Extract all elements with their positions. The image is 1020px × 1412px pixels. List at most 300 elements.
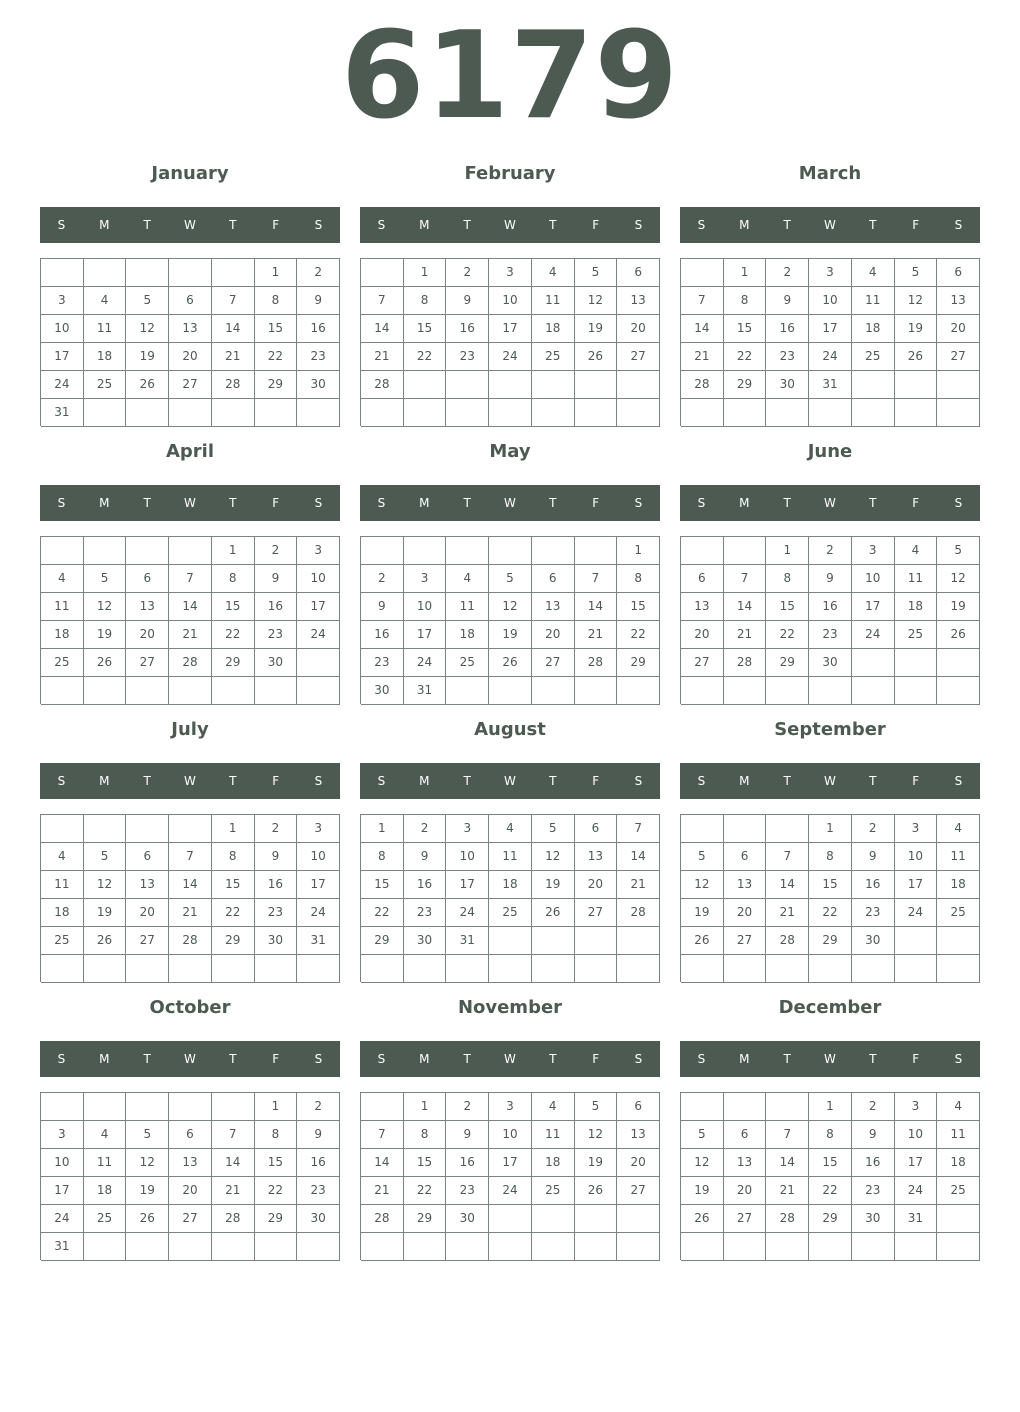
empty-day-cell [84, 399, 127, 427]
day-cell: 26 [84, 649, 127, 677]
day-cell: 3 [297, 537, 340, 565]
day-cell: 8 [766, 565, 809, 593]
day-cell: 14 [212, 315, 255, 343]
empty-day-cell [84, 677, 127, 705]
day-cell: 7 [212, 287, 255, 315]
day-cell: 4 [84, 1121, 127, 1149]
day-cell: 16 [297, 1149, 340, 1177]
day-cell: 18 [41, 899, 84, 927]
day-cell: 24 [41, 371, 84, 399]
day-cell: 4 [852, 259, 895, 287]
day-cell: 16 [809, 593, 852, 621]
weekday-header [360, 485, 660, 521]
day-cell: 18 [532, 1149, 575, 1177]
empty-day-cell [297, 1233, 340, 1261]
day-cell: 12 [937, 565, 980, 593]
day-cell: 13 [126, 871, 169, 899]
empty-day-cell [41, 955, 84, 983]
day-cell: 18 [895, 593, 938, 621]
empty-day-cell [937, 649, 980, 677]
weekday-label: S [954, 218, 963, 232]
weekday-header [360, 207, 660, 243]
day-cell: 23 [297, 343, 340, 371]
day-cell: 26 [681, 1205, 724, 1233]
empty-day-cell [41, 677, 84, 705]
day-cell: 21 [212, 343, 255, 371]
day-cell: 19 [84, 899, 127, 927]
day-cell: 17 [41, 1177, 84, 1205]
day-cell: 28 [169, 927, 212, 955]
month-name: October [149, 997, 231, 1018]
weekday-label: M [99, 1052, 110, 1066]
empty-day-cell [937, 1205, 980, 1233]
day-cell: 2 [297, 1093, 340, 1121]
day-grid [360, 258, 660, 426]
day-cell: 6 [169, 1121, 212, 1149]
weekday-label: W [824, 496, 836, 510]
day-cell: 14 [361, 1149, 404, 1177]
month-name: March [798, 163, 862, 184]
day-cell: 3 [41, 1121, 84, 1149]
empty-day-cell [575, 537, 618, 565]
day-cell: 1 [617, 537, 660, 565]
day-cell: 12 [126, 315, 169, 343]
day-cell: 11 [84, 1149, 127, 1177]
weekday-label: W [184, 218, 196, 232]
day-cell: 1 [404, 1093, 447, 1121]
day-cell: 15 [255, 315, 298, 343]
day-cell: 7 [361, 287, 404, 315]
day-cell: 21 [169, 621, 212, 649]
day-cell: 18 [489, 871, 532, 899]
empty-day-cell [126, 1233, 169, 1261]
day-cell: 20 [126, 899, 169, 927]
empty-day-cell [809, 399, 852, 427]
empty-day-cell [575, 399, 618, 427]
day-cell: 11 [446, 593, 489, 621]
day-cell: 30 [255, 927, 298, 955]
day-cell: 19 [126, 1177, 169, 1205]
day-cell: 12 [126, 1149, 169, 1177]
day-cell: 14 [724, 593, 767, 621]
day-cell: 19 [126, 343, 169, 371]
day-cell: 31 [809, 371, 852, 399]
day-cell: 24 [404, 649, 447, 677]
empty-day-cell [681, 677, 724, 705]
day-cell: 30 [446, 1205, 489, 1233]
day-cell: 17 [895, 871, 938, 899]
day-cell: 20 [617, 315, 660, 343]
day-cell: 19 [937, 593, 980, 621]
month-name: August [474, 719, 546, 740]
day-cell: 31 [446, 927, 489, 955]
day-cell: 21 [361, 343, 404, 371]
day-cell: 17 [41, 343, 84, 371]
weekday-label: S [954, 1052, 963, 1066]
weekday-label: T [463, 496, 471, 510]
day-cell: 12 [489, 593, 532, 621]
day-cell: 24 [852, 621, 895, 649]
day-cell: 2 [852, 815, 895, 843]
day-cell: 19 [575, 1149, 618, 1177]
day-cell: 3 [809, 259, 852, 287]
day-cell: 30 [852, 1205, 895, 1233]
weekday-label: T [549, 1052, 557, 1066]
empty-day-cell [126, 1093, 169, 1121]
day-cell: 25 [532, 1177, 575, 1205]
day-cell: 26 [937, 621, 980, 649]
empty-day-cell [84, 955, 127, 983]
day-cell: 3 [895, 815, 938, 843]
day-cell: 28 [575, 649, 618, 677]
day-cell: 4 [446, 565, 489, 593]
day-cell: 28 [169, 649, 212, 677]
day-cell: 17 [489, 315, 532, 343]
weekday-label: S [697, 1052, 706, 1066]
day-cell: 8 [809, 843, 852, 871]
day-cell: 1 [212, 815, 255, 843]
day-cell: 17 [809, 315, 852, 343]
day-cell: 13 [724, 1149, 767, 1177]
day-cell: 14 [681, 315, 724, 343]
day-grid [680, 258, 980, 426]
day-cell: 23 [446, 343, 489, 371]
empty-day-cell [937, 371, 980, 399]
weekday-label: T [143, 1052, 151, 1066]
empty-day-cell [681, 259, 724, 287]
day-cell: 6 [681, 565, 724, 593]
day-cell: 20 [724, 1177, 767, 1205]
day-cell: 14 [766, 871, 809, 899]
day-cell: 19 [681, 1177, 724, 1205]
day-cell: 4 [937, 1093, 980, 1121]
day-cell: 25 [852, 343, 895, 371]
weekday-label: T [549, 496, 557, 510]
empty-day-cell [169, 955, 212, 983]
empty-day-cell [724, 815, 767, 843]
day-cell: 24 [297, 899, 340, 927]
empty-day-cell [169, 259, 212, 287]
month-name: July [171, 719, 209, 740]
day-cell: 24 [895, 899, 938, 927]
weekday-label: F [592, 496, 600, 510]
day-cell: 23 [852, 1177, 895, 1205]
weekday-label: W [184, 1052, 196, 1066]
empty-day-cell [169, 815, 212, 843]
day-cell: 30 [297, 371, 340, 399]
day-cell: 2 [852, 1093, 895, 1121]
empty-day-cell [724, 955, 767, 983]
day-cell: 6 [169, 287, 212, 315]
day-cell: 29 [255, 1205, 298, 1233]
empty-day-cell [937, 955, 980, 983]
day-cell: 13 [724, 871, 767, 899]
day-cell: 24 [489, 343, 532, 371]
day-cell: 17 [446, 871, 489, 899]
day-cell: 28 [766, 927, 809, 955]
day-cell: 16 [404, 871, 447, 899]
month-name: June [807, 441, 853, 462]
day-cell: 17 [895, 1149, 938, 1177]
weekday-header [680, 1041, 980, 1077]
day-cell: 31 [297, 927, 340, 955]
day-cell: 30 [404, 927, 447, 955]
empty-day-cell [852, 649, 895, 677]
day-cell: 22 [404, 1177, 447, 1205]
day-cell: 22 [404, 343, 447, 371]
day-cell: 22 [255, 1177, 298, 1205]
empty-day-cell [937, 677, 980, 705]
day-cell: 14 [361, 315, 404, 343]
day-cell: 9 [297, 1121, 340, 1149]
empty-day-cell [532, 399, 575, 427]
day-cell: 18 [84, 343, 127, 371]
weekday-label: M [419, 496, 430, 510]
empty-day-cell [404, 537, 447, 565]
empty-day-cell [809, 1233, 852, 1261]
empty-day-cell [446, 537, 489, 565]
empty-day-cell [84, 1093, 127, 1121]
day-cell: 21 [724, 621, 767, 649]
day-cell: 6 [126, 843, 169, 871]
day-cell: 8 [617, 565, 660, 593]
day-cell: 12 [575, 1121, 618, 1149]
weekday-label: F [272, 1052, 280, 1066]
empty-day-cell [212, 259, 255, 287]
empty-day-cell [532, 955, 575, 983]
empty-day-cell [937, 927, 980, 955]
day-cell: 28 [361, 1205, 404, 1233]
day-cell: 15 [766, 593, 809, 621]
empty-day-cell [255, 399, 298, 427]
day-cell: 27 [724, 927, 767, 955]
empty-day-cell [532, 927, 575, 955]
day-grid [680, 1092, 980, 1260]
day-cell: 21 [361, 1177, 404, 1205]
day-cell: 5 [126, 1121, 169, 1149]
weekday-label: S [634, 774, 643, 788]
day-cell: 27 [681, 649, 724, 677]
empty-day-cell [532, 1233, 575, 1261]
weekday-label: M [739, 218, 750, 232]
day-cell: 3 [489, 259, 532, 287]
day-cell: 5 [84, 843, 127, 871]
empty-day-cell [681, 537, 724, 565]
day-cell: 16 [255, 593, 298, 621]
day-cell: 25 [41, 649, 84, 677]
day-cell: 9 [297, 287, 340, 315]
day-cell: 15 [809, 1149, 852, 1177]
empty-day-cell [766, 399, 809, 427]
day-cell: 28 [617, 899, 660, 927]
day-cell: 26 [895, 343, 938, 371]
day-cell: 1 [404, 259, 447, 287]
day-cell: 6 [617, 259, 660, 287]
day-cell: 4 [895, 537, 938, 565]
empty-day-cell [41, 815, 84, 843]
empty-day-cell [297, 955, 340, 983]
day-cell: 18 [937, 871, 980, 899]
day-cell: 11 [41, 871, 84, 899]
empty-day-cell [724, 1093, 767, 1121]
weekday-label: S [57, 496, 66, 510]
day-cell: 28 [724, 649, 767, 677]
month-name: May [489, 441, 531, 462]
day-cell: 31 [404, 677, 447, 705]
day-cell: 18 [446, 621, 489, 649]
weekday-label: T [783, 1052, 791, 1066]
day-cell: 20 [575, 871, 618, 899]
day-cell: 11 [937, 843, 980, 871]
day-cell: 2 [446, 259, 489, 287]
weekday-label: W [504, 1052, 516, 1066]
day-cell: 28 [766, 1205, 809, 1233]
day-cell: 16 [297, 315, 340, 343]
weekday-label: W [504, 218, 516, 232]
day-cell: 9 [255, 843, 298, 871]
empty-day-cell [489, 1205, 532, 1233]
day-grid [360, 536, 660, 704]
day-cell: 9 [446, 287, 489, 315]
weekday-label: W [824, 774, 836, 788]
day-cell: 6 [126, 565, 169, 593]
empty-day-cell [617, 955, 660, 983]
empty-day-cell [212, 955, 255, 983]
weekday-header [360, 1041, 660, 1077]
day-cell: 26 [84, 927, 127, 955]
weekday-label: T [229, 218, 237, 232]
day-cell: 20 [681, 621, 724, 649]
day-cell: 21 [169, 899, 212, 927]
weekday-header [40, 485, 340, 521]
day-cell: 13 [617, 287, 660, 315]
weekday-label: T [869, 1052, 877, 1066]
day-cell: 28 [212, 371, 255, 399]
empty-day-cell [617, 371, 660, 399]
day-cell: 29 [255, 371, 298, 399]
day-cell: 31 [895, 1205, 938, 1233]
day-cell: 20 [169, 343, 212, 371]
day-cell: 1 [255, 259, 298, 287]
day-cell: 23 [809, 621, 852, 649]
day-cell: 9 [852, 843, 895, 871]
weekday-label: S [57, 774, 66, 788]
day-cell: 10 [446, 843, 489, 871]
weekday-label: F [592, 1052, 600, 1066]
day-cell: 7 [766, 843, 809, 871]
day-cell: 5 [126, 287, 169, 315]
empty-day-cell [852, 399, 895, 427]
day-cell: 31 [41, 1233, 84, 1261]
empty-day-cell [84, 537, 127, 565]
day-cell: 9 [404, 843, 447, 871]
weekday-label: S [954, 496, 963, 510]
empty-day-cell [404, 399, 447, 427]
empty-day-cell [446, 955, 489, 983]
empty-day-cell [724, 399, 767, 427]
day-cell: 10 [41, 315, 84, 343]
day-cell: 28 [212, 1205, 255, 1233]
weekday-label: M [99, 496, 110, 510]
weekday-label: M [419, 1052, 430, 1066]
weekday-label: S [314, 774, 323, 788]
empty-day-cell [617, 1205, 660, 1233]
day-cell: 5 [532, 815, 575, 843]
weekday-label: M [739, 774, 750, 788]
day-cell: 8 [404, 287, 447, 315]
day-cell: 5 [681, 843, 724, 871]
empty-day-cell [895, 649, 938, 677]
day-cell: 2 [404, 815, 447, 843]
day-cell: 27 [126, 649, 169, 677]
weekday-label: W [824, 1052, 836, 1066]
day-cell: 24 [41, 1205, 84, 1233]
day-cell: 25 [937, 1177, 980, 1205]
day-cell: 30 [852, 927, 895, 955]
day-cell: 31 [41, 399, 84, 427]
day-cell: 26 [126, 1205, 169, 1233]
empty-day-cell [532, 1205, 575, 1233]
empty-day-cell [169, 677, 212, 705]
day-cell: 24 [297, 621, 340, 649]
weekday-label: W [504, 774, 516, 788]
day-cell: 5 [84, 565, 127, 593]
weekday-label: S [377, 774, 386, 788]
empty-day-cell [895, 1233, 938, 1261]
day-cell: 10 [852, 565, 895, 593]
empty-day-cell [937, 399, 980, 427]
day-cell: 3 [404, 565, 447, 593]
day-cell: 10 [297, 843, 340, 871]
weekday-label: F [272, 774, 280, 788]
day-cell: 20 [724, 899, 767, 927]
weekday-label: F [912, 774, 920, 788]
day-cell: 22 [766, 621, 809, 649]
weekday-label: T [783, 496, 791, 510]
day-cell: 4 [532, 259, 575, 287]
day-cell: 19 [681, 899, 724, 927]
day-cell: 27 [937, 343, 980, 371]
empty-day-cell [852, 677, 895, 705]
weekday-label: T [463, 218, 471, 232]
day-cell: 26 [489, 649, 532, 677]
empty-day-cell [169, 1093, 212, 1121]
day-cell: 15 [404, 1149, 447, 1177]
day-cell: 13 [532, 593, 575, 621]
empty-day-cell [212, 399, 255, 427]
day-cell: 1 [724, 259, 767, 287]
day-cell: 8 [255, 1121, 298, 1149]
empty-day-cell [937, 1233, 980, 1261]
day-cell: 8 [212, 843, 255, 871]
empty-day-cell [126, 259, 169, 287]
day-cell: 30 [809, 649, 852, 677]
day-cell: 20 [169, 1177, 212, 1205]
day-cell: 22 [724, 343, 767, 371]
day-cell: 1 [255, 1093, 298, 1121]
day-cell: 8 [255, 287, 298, 315]
day-cell: 19 [895, 315, 938, 343]
day-cell: 4 [84, 287, 127, 315]
day-cell: 6 [937, 259, 980, 287]
day-cell: 21 [212, 1177, 255, 1205]
weekday-label: S [697, 496, 706, 510]
day-cell: 12 [575, 287, 618, 315]
day-cell: 25 [489, 899, 532, 927]
empty-day-cell [489, 371, 532, 399]
day-cell: 16 [852, 871, 895, 899]
day-cell: 8 [809, 1121, 852, 1149]
